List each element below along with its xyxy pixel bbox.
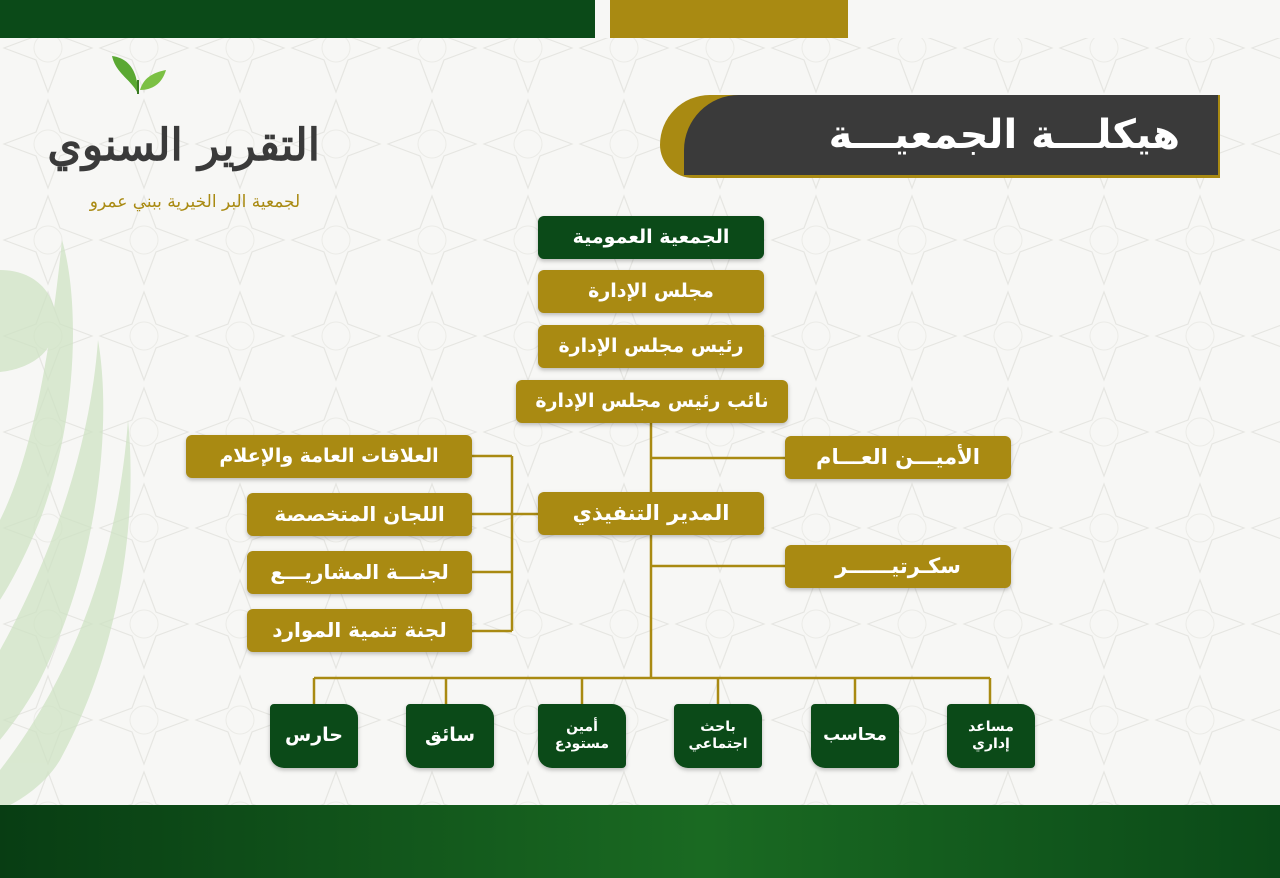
staff-box: حارس — [270, 704, 358, 768]
staff-box: سائق — [406, 704, 494, 768]
logo-title: التقرير السنوي — [47, 120, 320, 171]
left-unit-box: لجنـــة المشاريـــع — [247, 551, 472, 594]
secretary-general-box: الأميـــن العـــام — [785, 436, 1011, 479]
secretary-box: سكـرتيــــــر — [785, 545, 1011, 588]
staff-box: مساعد إداري — [947, 704, 1035, 768]
staff-box: باحث اجتماعي — [674, 704, 762, 768]
left-unit-box: لجنة تنمية الموارد — [247, 609, 472, 652]
board-chair-box: رئيس مجلس الإدارة — [538, 325, 764, 368]
page-title: هيكلـــة الجمعيـــة — [828, 112, 1180, 158]
vice-chair-box: نائب رئيس مجلس الإدارة — [516, 380, 788, 423]
left-unit-box: اللجان المتخصصة — [247, 493, 472, 536]
board-box: مجلس الإدارة — [538, 270, 764, 313]
staff-box: أمين مستودع — [538, 704, 626, 768]
staff-box: محاسب — [811, 704, 899, 768]
general-assembly-box: الجمعية العمومية — [538, 216, 764, 259]
executive-director-box: المدير التنفيذي — [538, 492, 764, 535]
left-unit-box: العلاقات العامة والإعلام — [186, 435, 472, 478]
logo-subtitle: لجمعية البر الخيرية ببني عمرو — [89, 192, 301, 212]
